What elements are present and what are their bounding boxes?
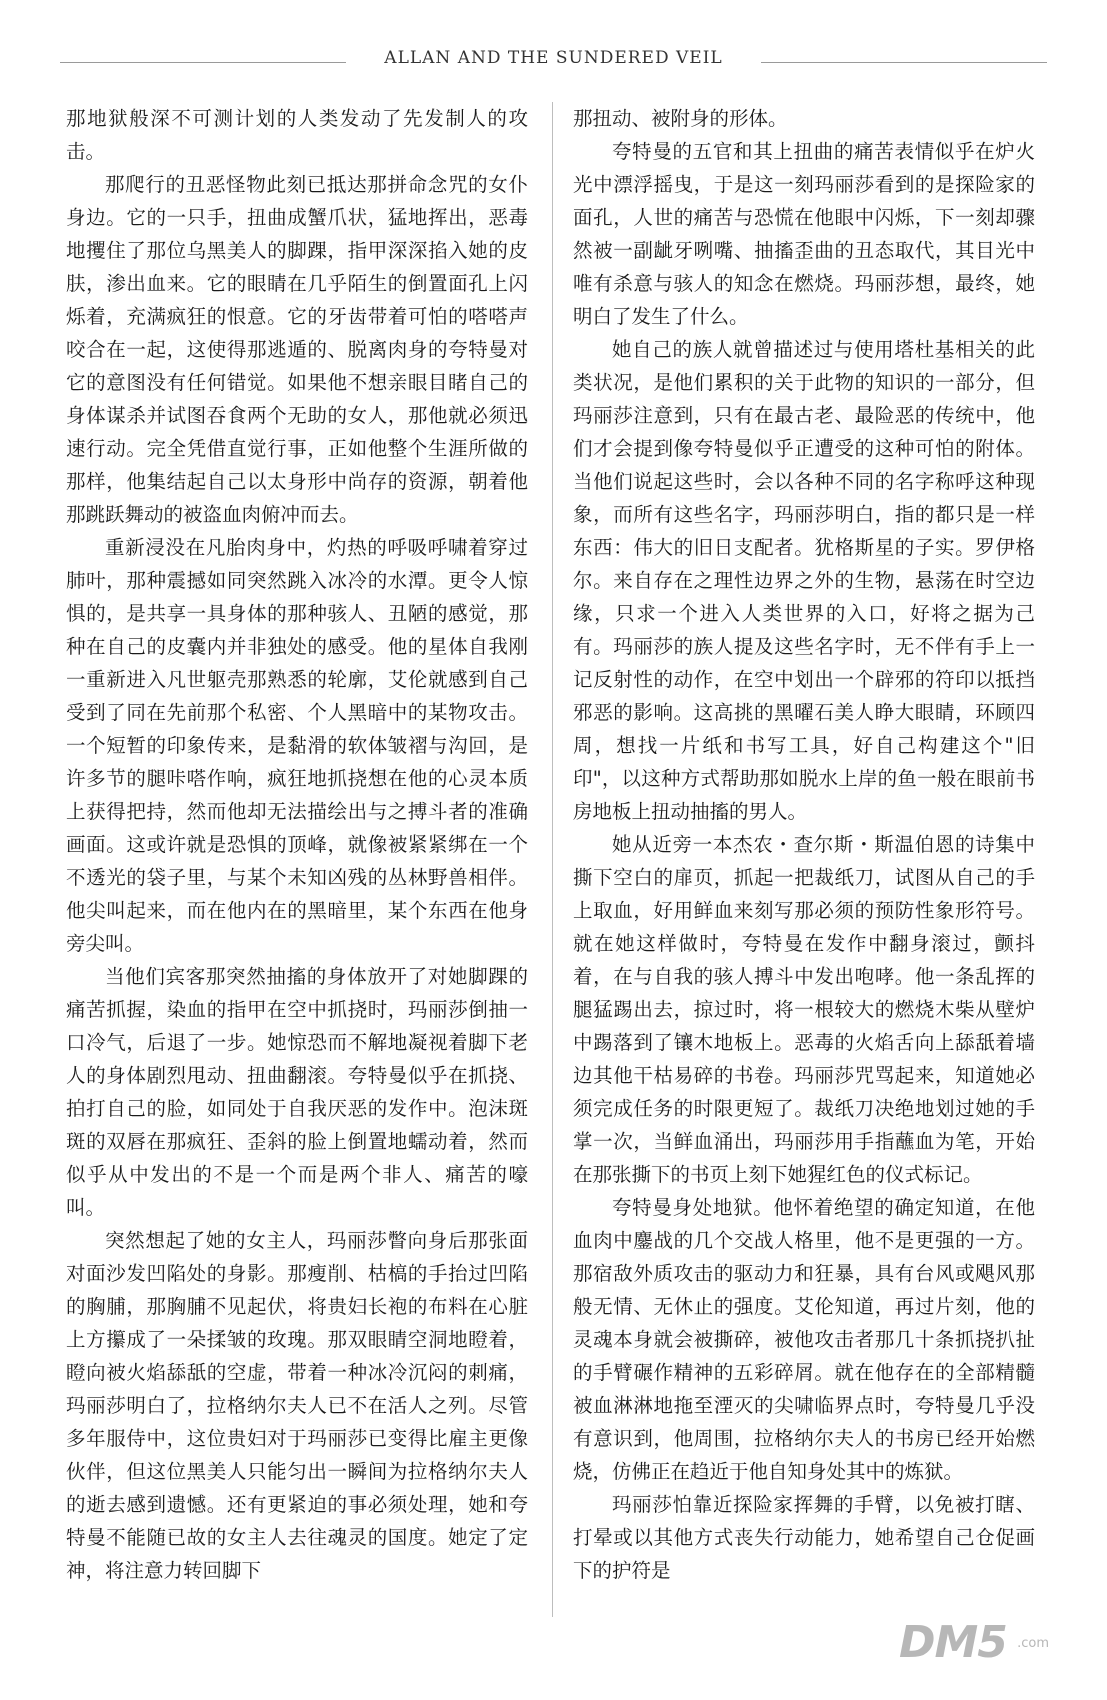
paragraph: 那地狱般深不可测计划的人类发动了先发制人的攻击。 [66,107,528,163]
paragraph: 那爬行的丑恶怪物此刻已抵达那拼命念咒的女仆身边。它的一只手，扭曲成蟹爪状，猛地挥出，恶毒地攫住了那位乌黑美人的脚踝，指甲深深掐入她的皮肤，渗出血来。它的眼睛在几乎陌生的倒置面孔上闪烁着，充满疯狂的恨意。它的牙齿带着可怕的嗒嗒声咬合在一起，这使得那逃遁的、脱离肉身的夸特曼对它的意图没有任何错觉。如果他不想亲眼目睹自己的身体谋杀并试图吞食两个无助的女人，那他就必须迅速行动。完全凭借直觉行事，正如他整个生涯所做的那样，他集结起自己以太身形中尚存的资源，朝着他那跳跃舞动的被盗血肉俯冲而去。 [66,173,528,526]
column-divider [552,102,553,1617]
paragraph: 突然想起了她的女主人，玛丽莎瞥向身后那张面对面沙发凹陷处的身影。那瘦削、枯槁的手抬过凹陷的胸脯，那胸脯不见起伏，将贵妇长袍的布料在心脏上方攥成了一朵揉皱的玫瑰。那双眼睛空洞地瞪着，瞪向被火焰舔舐的空虚，带着一种冰冷沉闷的刺痛，玛丽莎明白了，拉格纳尔夫人已不在活人之列。尽管多年服侍中，这位贵妇对于玛丽莎已变得比雇主更像伙伴，但这位黑美人只能匀出一瞬间为拉格纳尔夫人的逝去感到遗憾。还有更紧迫的事必须处理，她和夸特曼不能随已故的女主人去往魂灵的国度。她定了定神，将注意力转回脚下 [66,1229,528,1582]
running-header [60,42,1047,82]
text-columns [66,102,1046,1622]
site-watermark [899,1618,1049,1678]
paragraph: 她从近旁一本杰农・查尔斯・斯温伯恩的诗集中撕下空白的扉页，抓起一把裁纸刀，试图从自己的手上取血，好用鲜血来刻写那必须的预防性象形符号。就在她这样做时，夸特曼在发作中翻身滚过，颤抖着，在与自我的骇人搏斗中发出咆哮。他一条乱挥的腿猛踢出去，掠过时，将一根较大的燃烧木柴从壁炉中踢落到了镶木地板上。恶毒的火焰舌向上舔舐着墙边其他干枯易碎的书卷。玛丽莎咒骂起来，知道她必须完成任务的时限更短了。裁纸刀决绝地划过她的手掌一次，当鲜血涌出，玛丽莎用手指蘸血为笔，开始在那张撕下的书页上刻下她猩红色的仪式标记。 [573,833,1035,1186]
paragraph: 夸特曼身处地狱。他怀着绝望的确定知道，在他血肉中鏖战的几个交战人格里，他不是更强的一方。那宿敌外质攻击的驱动力和狂暴，具有台风或飓风那般无情、无休止的强度。艾伦知道，再过片刻，他的灵魂本身就会被撕碎，被他攻击者那几十条抓挠扒扯的手臂碾作精神的五彩碎屑。就在他存在的全部精髓被血淋淋地拖至湮灭的尖啸临界点时，夸特曼几乎没有意识到，他周围，拉格纳尔夫人的书房已经开始燃烧，仿佛正在趋近于他自知身处其中的炼狱。 [573,1196,1035,1483]
watermark-domain: .com [1017,1636,1049,1651]
watermark-logo: DM5 [899,1617,1007,1668]
paragraph: 夸特曼的五官和其上扭曲的痛苦表情似乎在炉火光中漂浮摇曳，于是这一刻玛丽莎看到的是探险家的面孔，人世的痛苦与恐慌在他眼中闪烁，下一刻却骤然被一副龇牙咧嘴、抽搐歪曲的丑态取代，其目光中唯有杀意与骇人的知念在燃烧。玛丽莎想，最终，她明白了发生了什么。 [573,140,1035,328]
paragraph: 当他们宾客那突然抽搐的身体放开了对她脚踝的痛苦抓握，染血的指甲在空中抓挠时，玛丽莎倒抽一口冷气，后退了一步。她惊恐而不解地凝视着脚下老人的身体剧烈甩动、扭曲翻滚。夸特曼似乎在抓挠、拍打自己的脸，如同处于自我厌恶的发作中。泡沫斑斑的双唇在那疯狂、歪斜的脸上倒置地蠕动着，然而似乎从中发出的不是一个而是两个非人、痛苦的嚎叫。 [66,965,528,1219]
paragraph: 重新浸没在凡胎肉身中，灼热的呼吸呼啸着穿过肺叶，那种震撼如同突然跳入冰冷的水潭。更令人惊惧的，是共享一具身体的那种骇人、丑陋的感觉，那种在自己的皮囊内并非独处的感受。他的星体自我刚一重新进入凡世躯壳那熟悉的轮廓，艾伦就感到自己受到了同在先前那个私密、个人黑暗中的某物攻击。一个短暂的印象传来，是黏滑的软体皱褶与沟回，是许多节的腿咔嗒作响，疯狂地抓挠想在他的心灵本质上获得把持，然而他却无法描绘出与之搏斗者的准确画面。这或许就是恐惧的顶峰，就像被紧紧绑在一个不透光的袋子里，与某个未知凶残的丛林野兽相伴。他尖叫起来，而在他内在的黑暗里，某个东西在他身旁尖叫。 [66,536,528,955]
header-rule-left [60,62,346,63]
paragraph: 她自己的族人就曾描述过与使用塔杜基相关的此类状况，是他们累积的关于此物的知识的一部分，但玛丽莎注意到，只有在最古老、最险恶的传统中，他们才会提到像夸特曼似乎正遭受的这种可怕的附体。当他们说起这些时，会以各种不同的名字称呼这种现象，而所有这些名字，玛丽莎明白，指的都只是一样东西：伟大的旧日支配者。犹格斯星的子实。罗伊格尔。来自存在之理性边界之外的生物，悬荡在时空边缘，只求一个进入人类世界的入口，好将之据为己有。玛丽莎的族人提及这些名字时，无不伴有手上一记反射性的动作，在空中划出一个辟邪的符印以抵挡邪恶的影响。这高挑的黑曜石美人睁大眼睛，环顾四周，想找一片纸和书写工具，好自己构建这个"旧印"，以这种方式帮助那如脱水上岸的鱼一般在眼前书房地板上扭动抽搐的男人。 [573,338,1035,823]
header-rule-right [761,62,1047,63]
paragraph: 玛丽莎怕靠近探险家挥舞的手臂，以免被打瞎、打晕或以其他方式丧失行动能力，她希望自己仓促画下的护符是 [573,1493,1035,1582]
book-title: ALLAN AND THE SUNDERED VEIL [384,48,723,68]
right-column [573,102,1035,1622]
paragraph: 那扭动、被附身的形体。 [573,107,788,130]
left-column [66,102,528,1622]
